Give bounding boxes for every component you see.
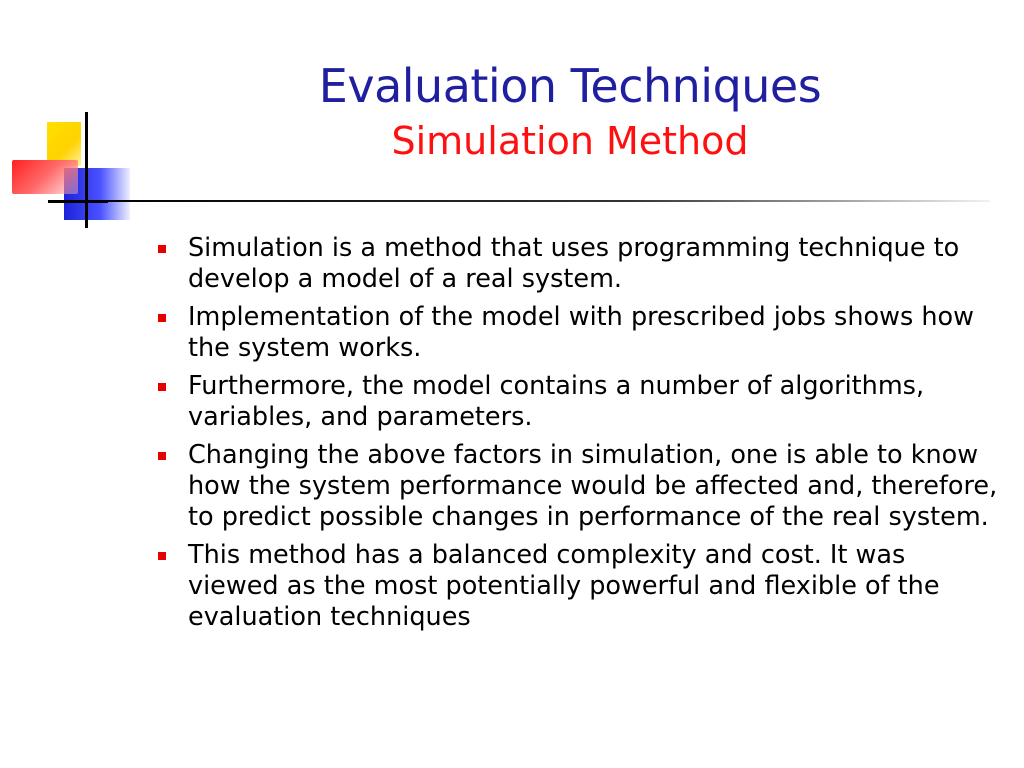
list-item <box>152 233 1002 295</box>
slide-subtitle: Simulation Method <box>391 119 749 163</box>
square-bullet-icon <box>158 314 166 322</box>
title-block <box>150 56 990 166</box>
bullet-text: This method has a balanced complexity and cost. It was viewed as the most potentially powerful and flexible of the evaluation techniques <box>188 540 940 632</box>
slide-title: Evaluation Techniques <box>318 59 822 113</box>
logo-red-block <box>12 160 78 194</box>
bullet-text: Changing the above factors in simulation, one is able to know how the system performance would be affected and, therefore, to predict possible changes in performance of the real system. <box>188 440 998 532</box>
square-bullet-icon <box>158 552 166 560</box>
list-item <box>152 540 1002 633</box>
bullet-text: Implementation of the model with prescribed jobs shows how the system works. <box>188 302 974 363</box>
square-bullet-icon <box>158 245 166 253</box>
bullet-text: Furthermore, the model contains a number of algorithms, variables, and parameters. <box>188 371 925 432</box>
bullet-list <box>152 233 1002 640</box>
bullet-text: Simulation is a method that uses programming technique to develop a model of a real system. <box>188 233 960 294</box>
list-item <box>152 302 1002 364</box>
color-blocks-logo-icon <box>0 0 150 240</box>
logo-vertical-line <box>85 112 88 228</box>
title-divider <box>95 200 990 202</box>
list-item <box>152 440 1002 533</box>
square-bullet-icon <box>158 452 166 460</box>
square-bullet-icon <box>158 383 166 391</box>
list-item <box>152 371 1002 433</box>
